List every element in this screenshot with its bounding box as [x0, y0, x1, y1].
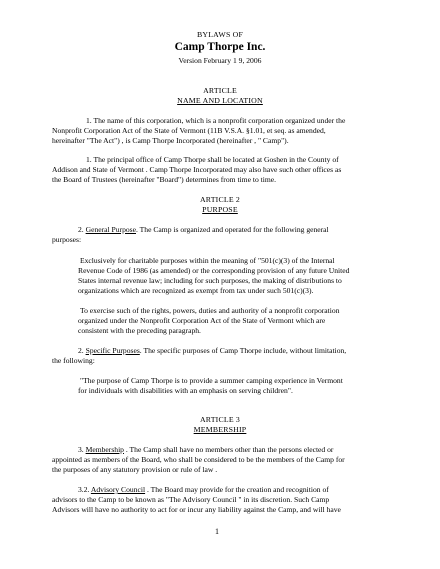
article-1-para-1-line: 1. The name of this corporation, which is a nonprofit corporation organized under the: [86, 116, 346, 125]
article-2-para-2-line: Exclusively for charitable purposes within the meaning of "501(c)(3) of the Internal: [80, 256, 335, 265]
bylaws-heading: BYLAWS OF: [196, 30, 243, 39]
article-1-para-1-line: Nonprofit Corporation Act of the State of Vermont (11B V.S.A. §1.01, et seq. as amended,: [52, 126, 326, 135]
article-2-para-3-line: consistent with the preceding paragraph.: [78, 326, 201, 335]
article-3-para-1-text: . The Camp shall have no members other than the persons elected or: [123, 445, 334, 454]
specific-purposes-heading: Specific Purposes: [85, 346, 140, 355]
article-3-para-2-number: 3.2.: [78, 485, 91, 494]
article-2-para-3-line: organized under the Nonprofit Corporation Act of the State of Vermont which are: [78, 316, 326, 325]
article-1-para-2-line: Addison and State of Vermont . Camp Thorpe Incorporated may also have such other offices as: [52, 165, 342, 174]
general-purpose-heading: General Purpose: [85, 225, 136, 234]
article-1-para-2-line: the Board of Trustees (hereinafter "Board") determines from time to time.: [52, 175, 277, 184]
article-3-title: ARTICLE 3: [199, 415, 241, 424]
article-2-para-1-text: . The Camp is organized and operated for the following general: [136, 225, 329, 234]
article-1-title: ARTICLE: [203, 86, 237, 95]
article-3-para-1-number: 3.: [78, 445, 86, 454]
article-3-subtitle: MEMBERSHIP: [193, 425, 247, 434]
article-2-para-1-line: purposes:: [52, 235, 82, 244]
article-2-para-1-line: [78, 225, 329, 234]
article-3-para-2-text: . The Board may provide for the creation and recognition of: [145, 485, 329, 494]
article-2-para-4-line: [78, 346, 346, 355]
article-3-para-2-line: Advisors will have no authority to act for or incur any liability against the Camp, and will have: [52, 505, 341, 514]
article-3-para-1-line: the purposes of any statutory provision or rule of law .: [52, 465, 218, 474]
organization-name: Camp Thorpe Inc.: [174, 41, 266, 53]
article-2-para-2-line: organizations which are recognized as exempt from tax under such 501(c)(3).: [78, 286, 314, 295]
membership-heading: Membership: [85, 445, 124, 454]
article-3-para-1-line: [78, 445, 333, 454]
article-2-para-2-line: States internal revenue law; including for such purposes, the making of distributions to: [78, 276, 342, 285]
article-2-subtitle: PURPOSE: [202, 205, 238, 214]
article-2-title: ARTICLE 2: [199, 195, 241, 204]
advisory-council-heading: Advisory Council: [90, 485, 146, 494]
page-number: 1: [215, 527, 219, 536]
article-1-para-2-line: 1. The principal office of Camp Thorpe shall be located at Goshen in the County of: [86, 155, 339, 164]
article-2-quote-line: for individuals with disabilities with an emphasis on serving children".: [78, 386, 293, 395]
article-3-para-2-line: [78, 485, 329, 494]
article-2-quote-line: "The purpose of Camp Thorpe is to provide a summer camping experience in Vermont: [80, 376, 343, 385]
article-1-para-1-line: hereinafter "The Act") , is Camp Thorpe Incorporated (hereinafter , " Camp").: [52, 136, 289, 145]
article-2-para-1-number: 2.: [78, 225, 86, 234]
article-2-para-2-line: Revenue Code of 1986 (as amended) or the corresponding provision of any future United: [78, 266, 350, 275]
version-date: Version February 1 9, 2006: [178, 56, 262, 65]
article-2-para-4-number: 2.: [78, 346, 86, 355]
article-3-para-2-line: advisors to the Camp to be known as "The Advisory Council " in its discretion. Such Camp: [52, 495, 330, 504]
article-2-para-4-line: the following:: [52, 356, 95, 365]
article-2-para-3-line: To exercise such of the rights, powers, duties and authority of a nonprofit corporation: [80, 306, 340, 315]
article-1-subtitle: NAME AND LOCATION: [177, 96, 263, 105]
article-3-para-1-line: appointed as members of the Board, who shall be considered to be the members of the Camp for: [52, 455, 345, 464]
article-2-para-4-text: . The specific purposes of Camp Thorpe include, without limitation,: [139, 346, 347, 355]
